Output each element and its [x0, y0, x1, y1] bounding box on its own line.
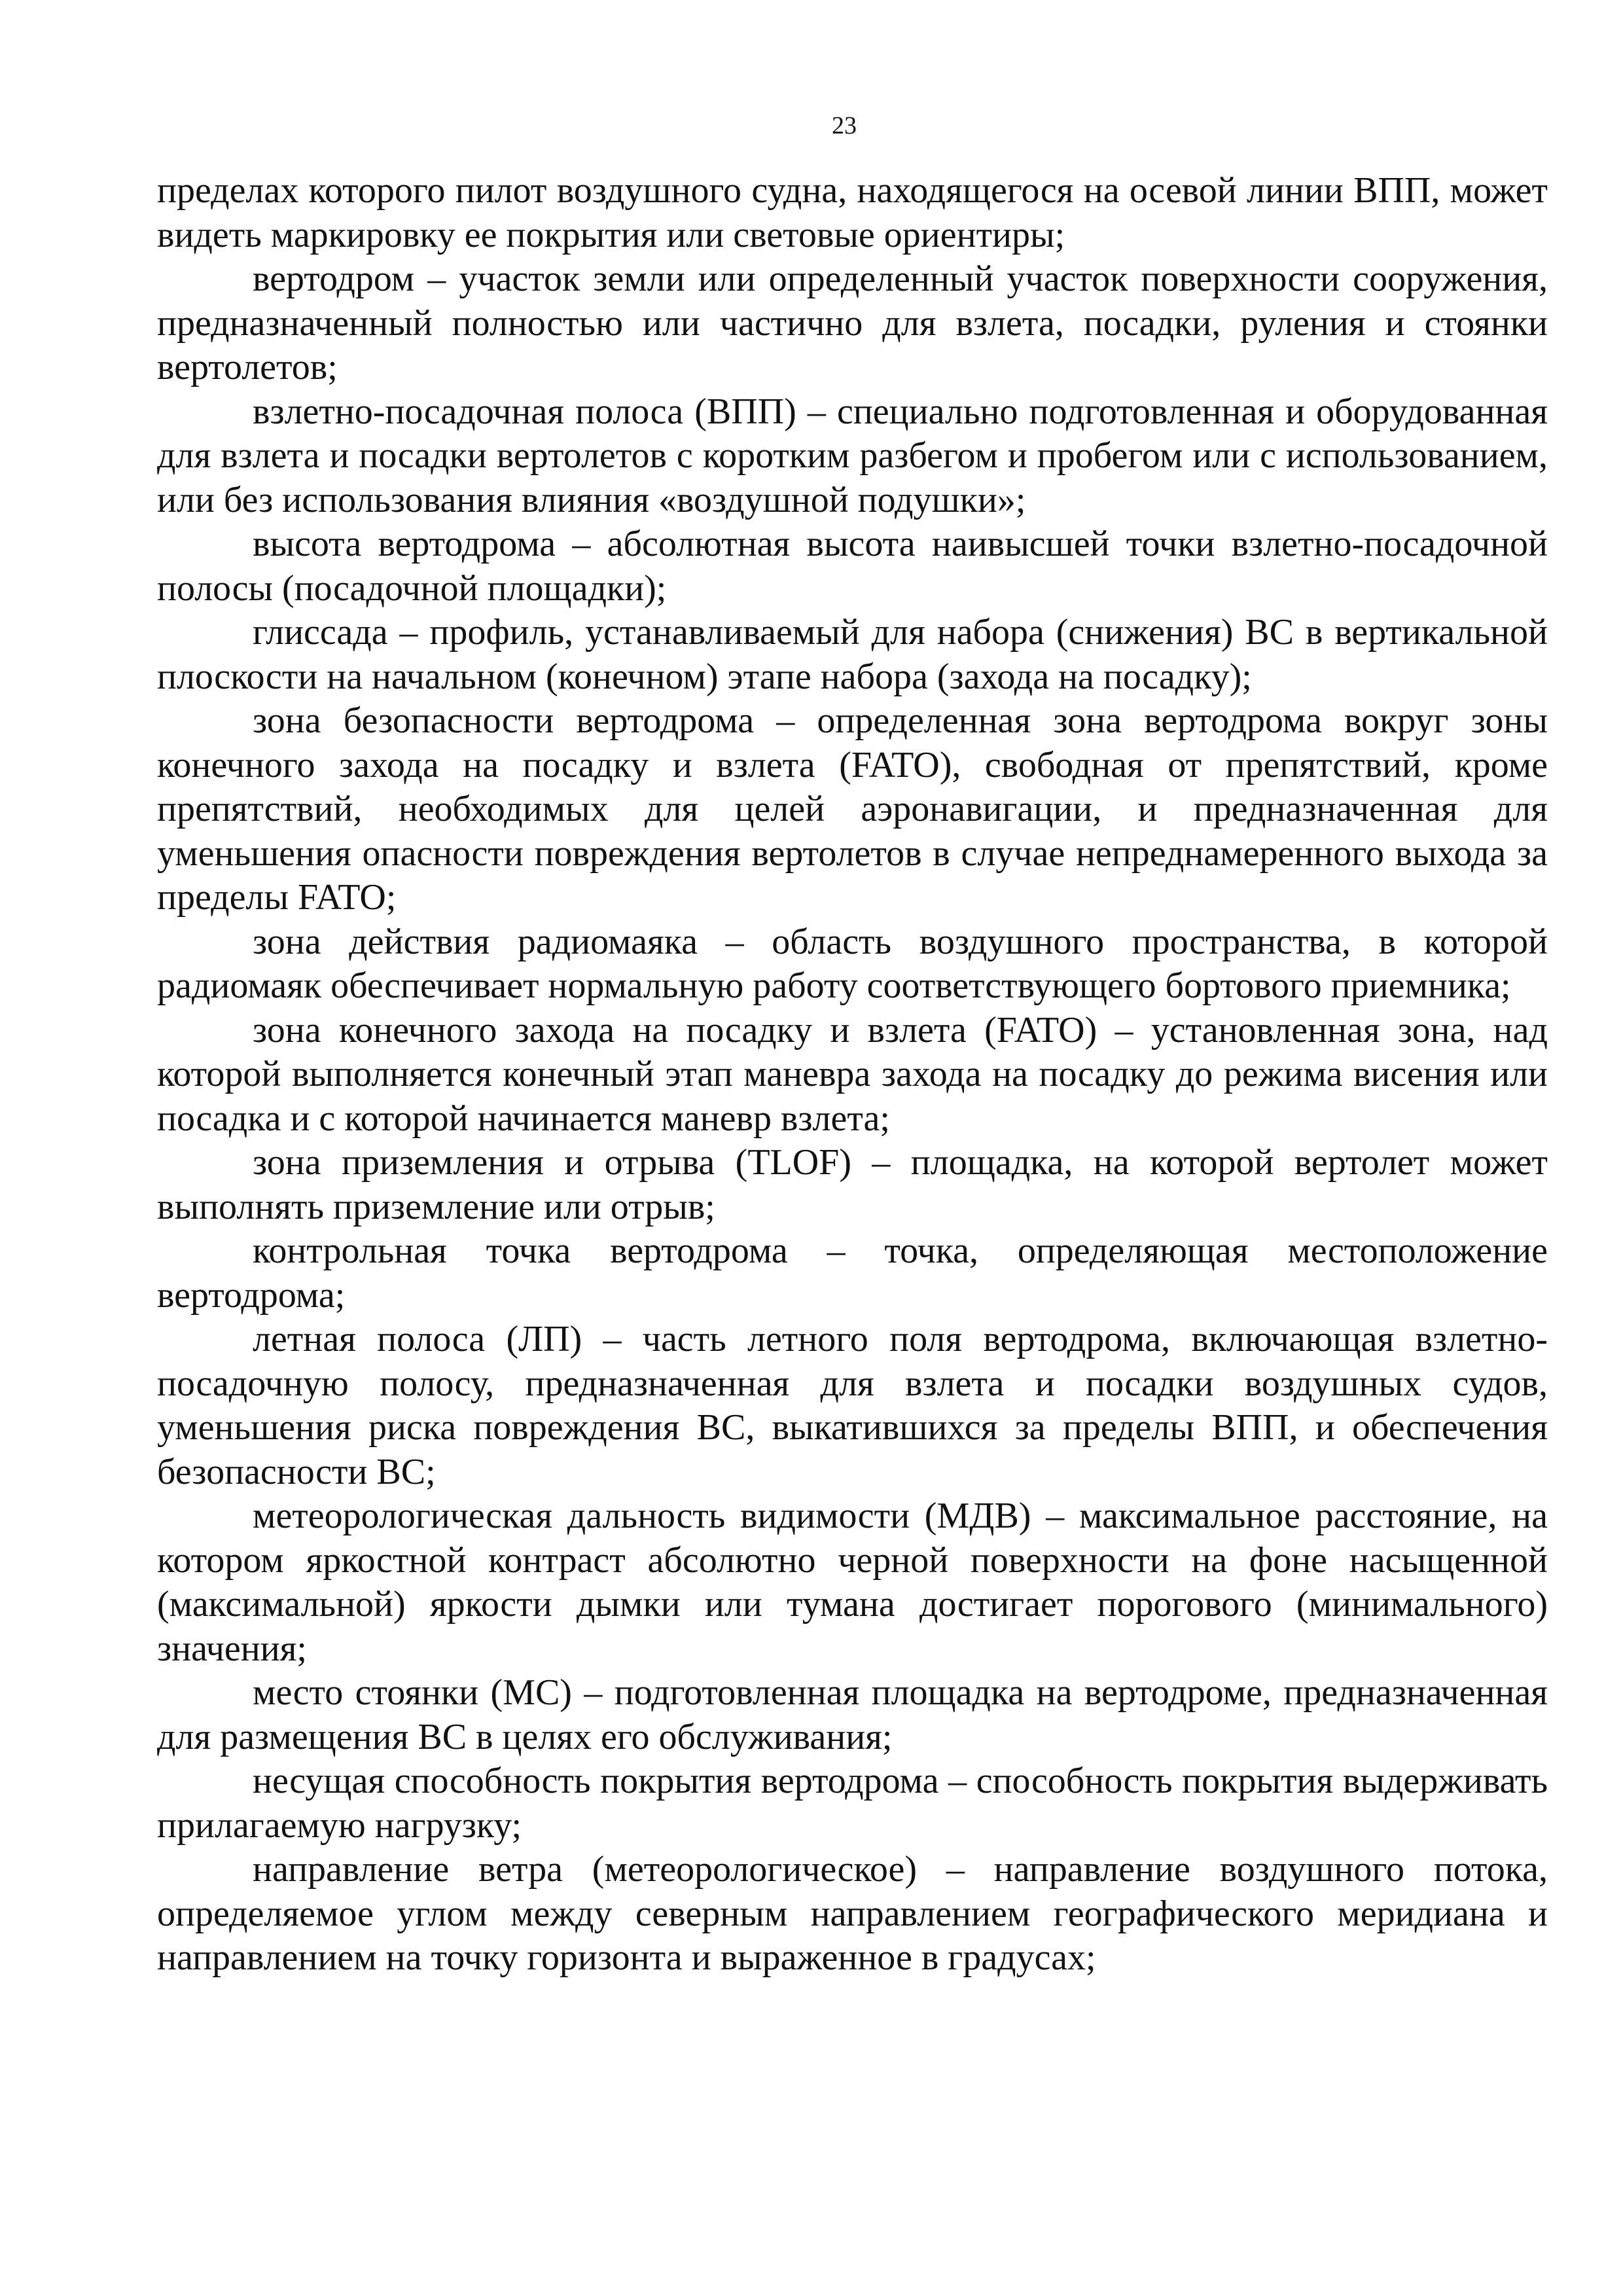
- definition-parking-stand: место стоянки (МС) – подготовленная площадка на вертодроме, предназначенная для размещения ВС в целях его обслуживания;: [157, 1672, 1548, 1757]
- definition-beacon-coverage: зона действия радиомаяка – область воздушного пространства, в которой радиомаяк обеспечивает нормальную работу соответствующего бортового приемника;: [157, 921, 1548, 1006]
- body-text: [157, 169, 1548, 1981]
- definition-runway: взлетно-посадочная полоса (ВПП) – специально подготовленная и оборудованная для взлета и посадки вертолетов с коротким разбегом и пробегом или с использованием, или без использования влияния «воздушной подушки»;: [157, 391, 1548, 520]
- definition-tlof: зона приземления и отрыва (TLOF) – площадка, на которой вертолет может выполнять приземление или отрыв;: [157, 1142, 1548, 1227]
- definition-glide-path: глиссада – профиль, устанавливаемый для набора (снижения) ВС в вертикальной плоскости на начальном (конечном) этапе набора (захода на посадку);: [157, 612, 1548, 697]
- definition-wind-direction: направление ветра (метеорологическое) – направление воздушного потока, определяемое углом между северным направлением географического меридиана и направлением на точку горизонта и выраженное в градусах;: [157, 1849, 1548, 1978]
- definition-helipad: вертодром – участок земли или определенный участок поверхности сооружения, предназначенный полностью или частично для взлета, посадки, руления и стоянки вертолетов;: [157, 259, 1548, 387]
- definition-visibility: метеорологическая дальность видимости (МДВ) – максимальное расстояние, на котором яркостной контраст абсолютно черной поверхности на фоне насыщенной (максимальной) яркости дымки или тумана достигает порогового (минимального) значения;: [157, 1496, 1548, 1669]
- definition-reference-point: контрольная точка вертодрома – точка, определяющая местоположение вертодрома;: [157, 1230, 1548, 1316]
- definition-flight-strip: летная полоса (ЛП) – часть летного поля вертодрома, включающая взлетно-посадочную полосу, предназначенная для взлета и посадки воздушных судов, уменьшения риска повреждения ВС, выкатившихся за пределы ВПП, и обеспечения безопасности ВС;: [157, 1319, 1548, 1492]
- page-number: 23: [832, 112, 857, 139]
- definition-safety-area: зона безопасности вертодрома – определенная зона вертодрома вокруг зоны конечного захода на посадку и взлета (FATO), свободная от препятствий, кроме препятствий, необходимых для целей аэронавигации, и предназначенная для уменьшения опасности повреждения вертолетов в случае непреднамеренного выхода за пределы FATO;: [157, 700, 1548, 918]
- definition-fato: зона конечного захода на посадку и взлета (FATO) – установленная зона, над которой выполняется конечный этап маневра захода на посадку до режима висения или посадка и с которой начинается маневр взлета;: [157, 1009, 1548, 1139]
- paragraph-continuation: пределах которого пилот воздушного судна, находящегося на осевой линии ВПП, может видеть маркировку ее покрытия или световые ориентиры;: [157, 170, 1548, 255]
- definition-bearing-capacity: несущая способность покрытия вертодрома – способность покрытия выдерживать прилагаемую нагрузку;: [157, 1761, 1548, 1846]
- definition-helipad-elevation: высота вертодрома – абсолютная высота наивысшей точки взлетно-посадочной полосы (посадочной площадки);: [157, 524, 1548, 609]
